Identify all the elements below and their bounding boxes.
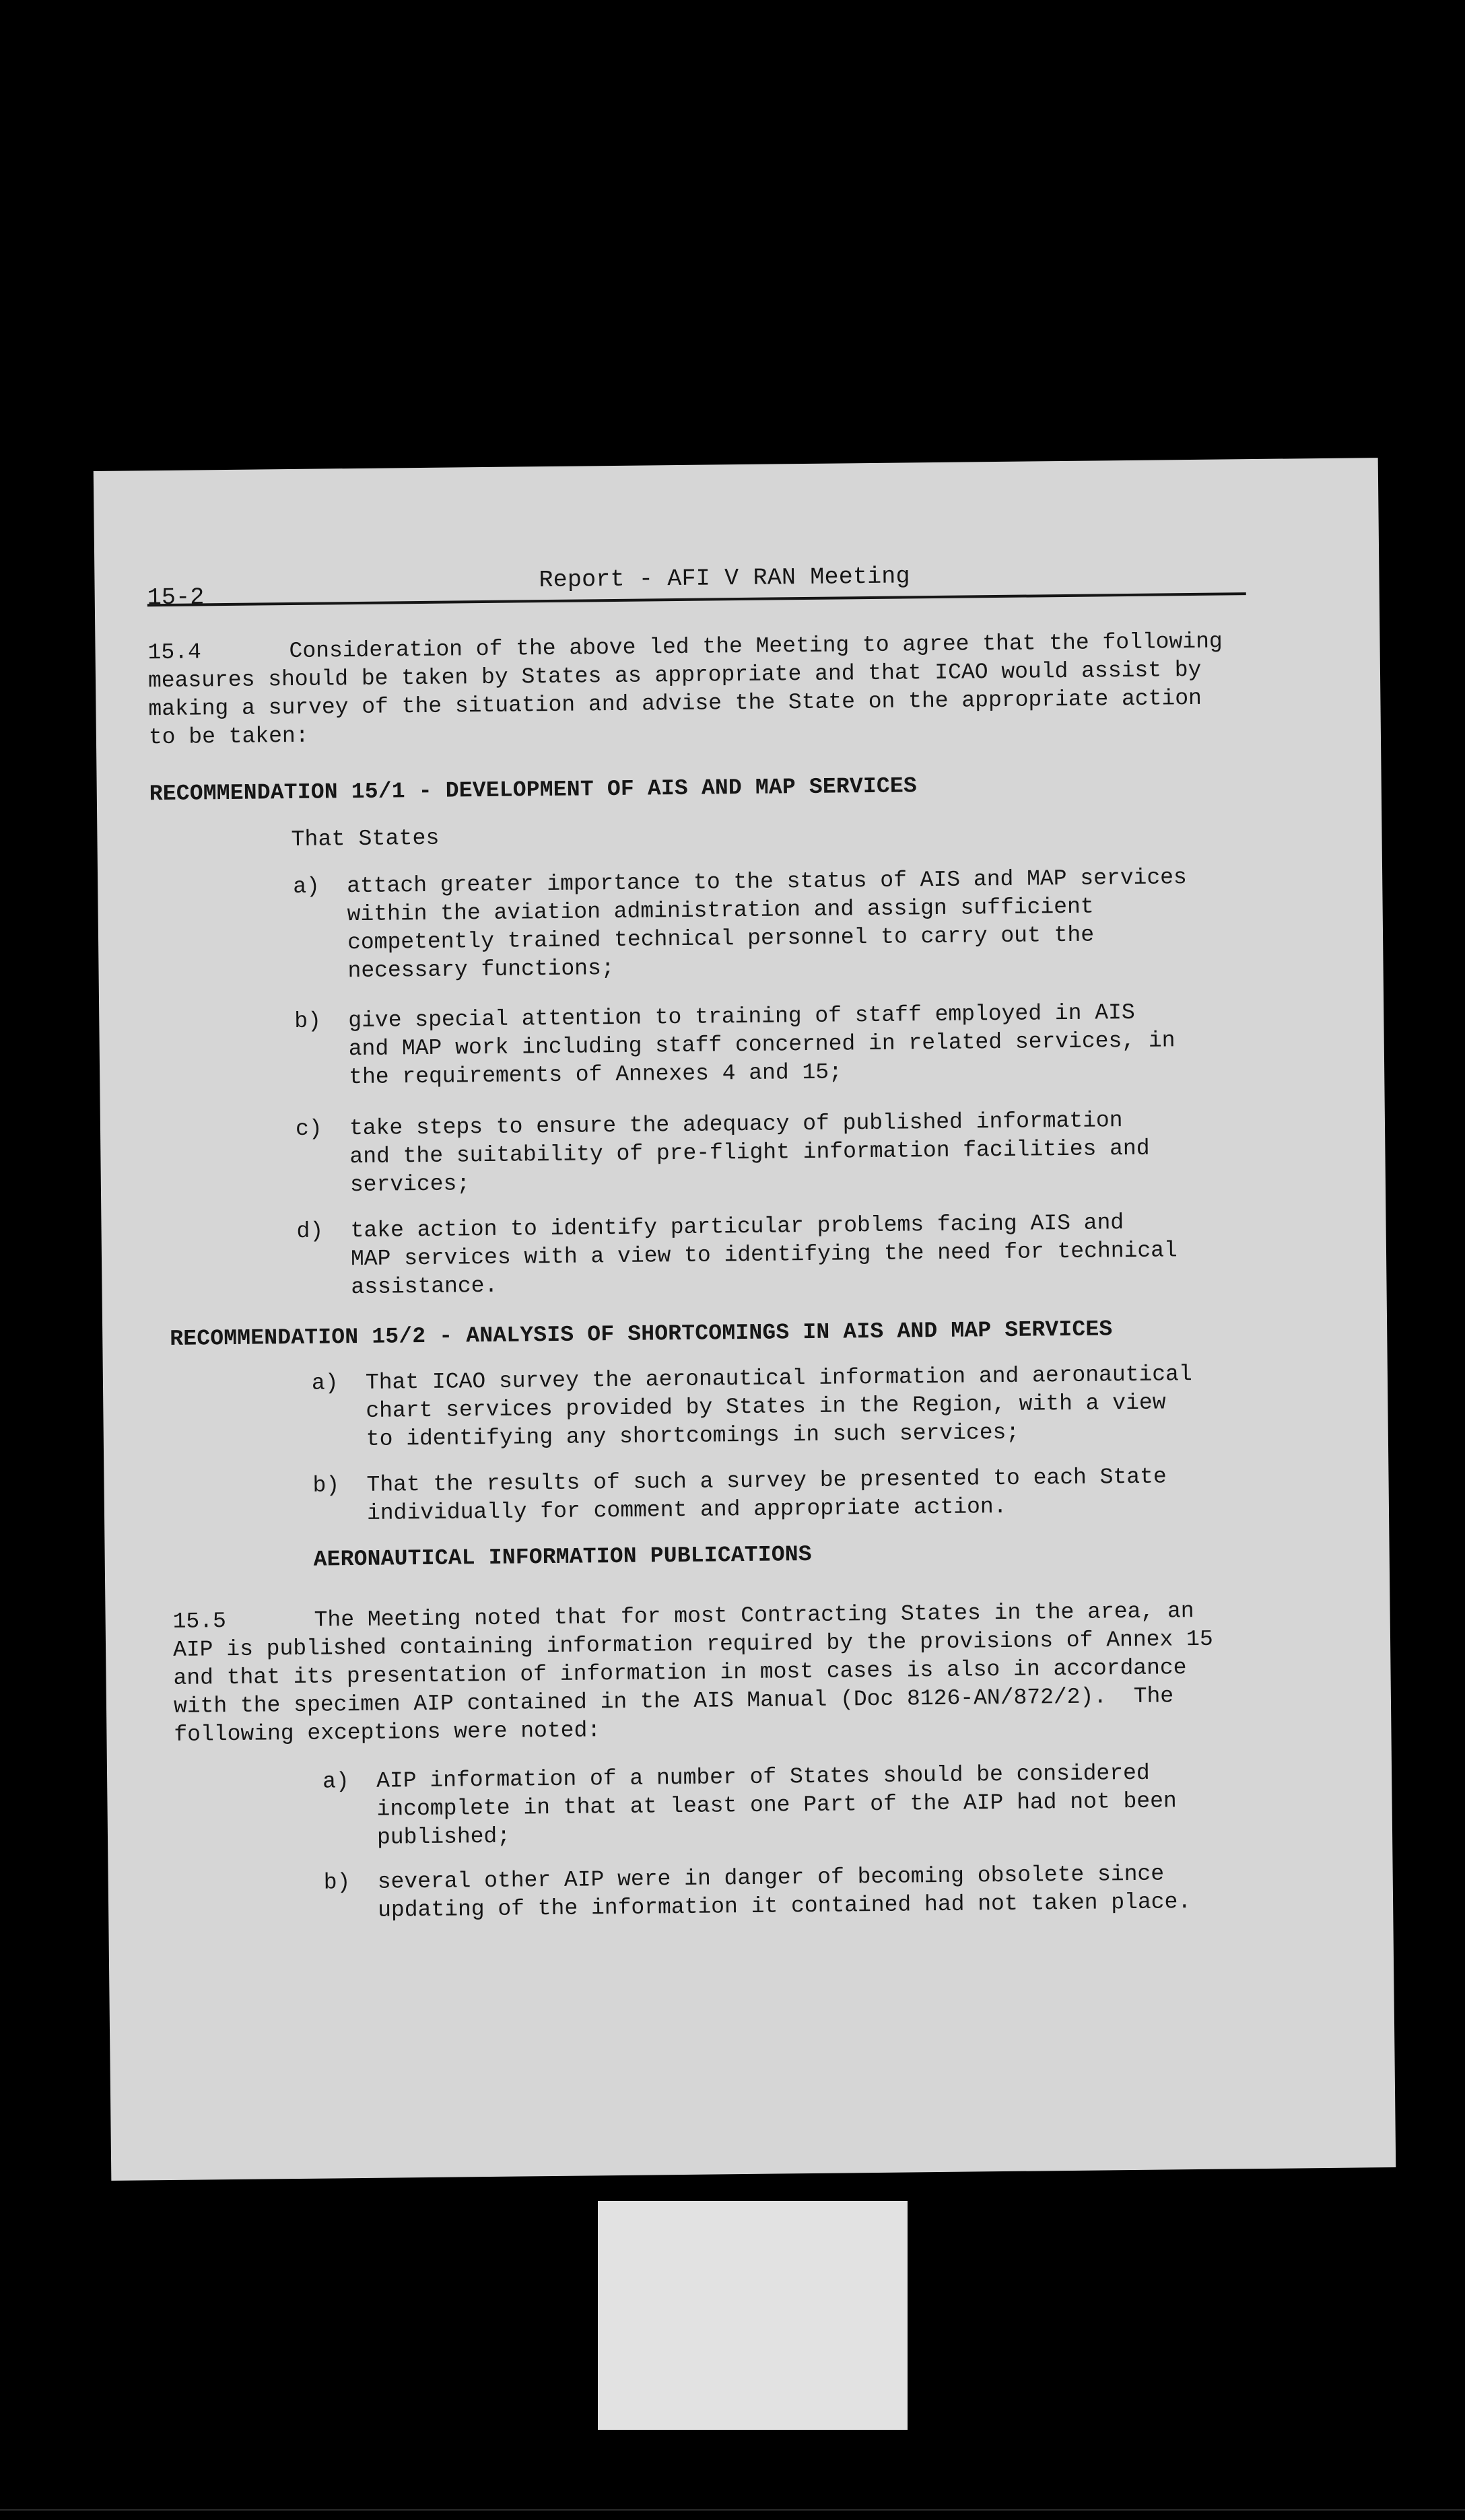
para-line: necessary functions; <box>347 955 615 984</box>
para-line: to be taken: <box>148 723 309 750</box>
para-line: give special attention to training of staff employed in AIS <box>348 1000 1135 1034</box>
para-line: That the results of such a survey be presented to each State <box>366 1464 1167 1498</box>
para-line: AIP information of a number of States should be considered <box>376 1760 1150 1794</box>
rec-15-1-item-c <box>349 1107 1150 1199</box>
blank-card <box>598 2201 908 2430</box>
page-header-title: Report - AFI V RAN Meeting <box>539 563 910 594</box>
para-line: The Meeting noted that for most Contracting States in the area, an <box>314 1599 1194 1633</box>
page-number: 15-2 <box>147 584 205 612</box>
item-label-b: b) <box>294 1008 322 1034</box>
rec-15-1-item-d <box>350 1208 1178 1302</box>
para-line: and MAP work including staff concerned in related services, in <box>348 1028 1176 1062</box>
para-line: several other AIP were in danger of becoming obsolete since <box>377 1861 1165 1895</box>
para-line: published; <box>376 1823 511 1850</box>
recommendation-15-1-heading: RECOMMENDATION 15/1 - DEVELOPMENT OF AIS AND MAP SERVICES <box>149 773 918 807</box>
para-line: competently trained technical personnel to carry out the <box>347 922 1095 956</box>
item-label-a: a) <box>322 1769 349 1794</box>
para-line: to identifying any shortcomings in such services; <box>366 1420 1020 1452</box>
para-number-15-4: 15.4 <box>147 639 201 666</box>
rec-15-2-item-a <box>366 1360 1193 1454</box>
para-line: within the aviation administration and assign sufficient <box>347 894 1094 928</box>
item-label-a: a) <box>311 1370 339 1396</box>
header-rule <box>147 592 1246 606</box>
para-line: Consideration of the above led the Meeting to agree that the following <box>289 629 1223 664</box>
rec-15-2-item-b <box>366 1463 1167 1527</box>
para-line: attach greater importance to the status of AIS and MAP services <box>347 865 1187 899</box>
para-line: take action to identify particular problems facing AIS and <box>350 1210 1124 1244</box>
para-line: measures should be taken by States as appropriate and that ICAO would assist by <box>147 657 1202 694</box>
para-line: with the specimen AIP contained in the AIS Manual (Doc 8126-AN/872/2). The <box>173 1683 1174 1719</box>
para-line: incomplete in that at least one Part of the AIP had not been <box>376 1788 1177 1822</box>
section-heading-aip: AERONAUTICAL INFORMATION PUBLICATIONS <box>313 1541 812 1572</box>
para-15-4 <box>147 628 1223 753</box>
item-label-b: b) <box>312 1473 340 1498</box>
para-line: chart services provided by States in the Region, with a view <box>366 1390 1166 1424</box>
item-label-b: b) <box>323 1870 351 1895</box>
para-15-5 <box>172 1597 1214 1749</box>
rec-15-1-item-b <box>348 998 1176 1092</box>
para-line: services; <box>349 1171 471 1198</box>
scan-bottom-edge <box>0 2509 1465 2511</box>
para-number-15-5: 15.5 <box>172 1609 227 1634</box>
para-15-5-item-a <box>376 1759 1177 1852</box>
para-15-5-item-b <box>378 1860 1192 1925</box>
para-line: and that its presentation of information in most cases is also in accordance <box>173 1655 1187 1691</box>
item-label-a: a) <box>293 874 320 899</box>
rec-15-1-item-a <box>347 864 1188 985</box>
para-line: AIP is published containing information required by the provisions of Annex 15 <box>172 1626 1213 1663</box>
para-line: That ICAO survey the aeronautical information and aeronautical <box>365 1362 1192 1395</box>
para-line: following exceptions were noted: <box>174 1718 601 1747</box>
para-line: making a survey of the situation and advise the State on the appropriate action <box>148 685 1202 722</box>
recommendation-intro: That States <box>291 825 440 853</box>
recommendation-15-2-heading: RECOMMENDATION 15/2 - ANALYSIS OF SHORTCOMINGS IN AIS AND MAP SERVICES <box>170 1317 1113 1352</box>
para-line: take steps to ensure the adequacy of published information <box>349 1108 1123 1142</box>
para-line: updating of the information it contained had not taken place. <box>377 1889 1192 1923</box>
para-line: the requirements of Annexes 4 and 15; <box>349 1059 843 1090</box>
para-line: MAP services with a view to identifying the need for technical <box>350 1238 1178 1272</box>
para-line: individually for comment and appropriate action. <box>366 1494 1007 1526</box>
document-page <box>94 458 1396 2181</box>
para-line: and the suitability of pre-flight information facilities and <box>349 1135 1150 1170</box>
item-label-d: d) <box>296 1218 324 1244</box>
para-line: assistance. <box>351 1273 498 1300</box>
item-label-c: c) <box>295 1116 322 1142</box>
